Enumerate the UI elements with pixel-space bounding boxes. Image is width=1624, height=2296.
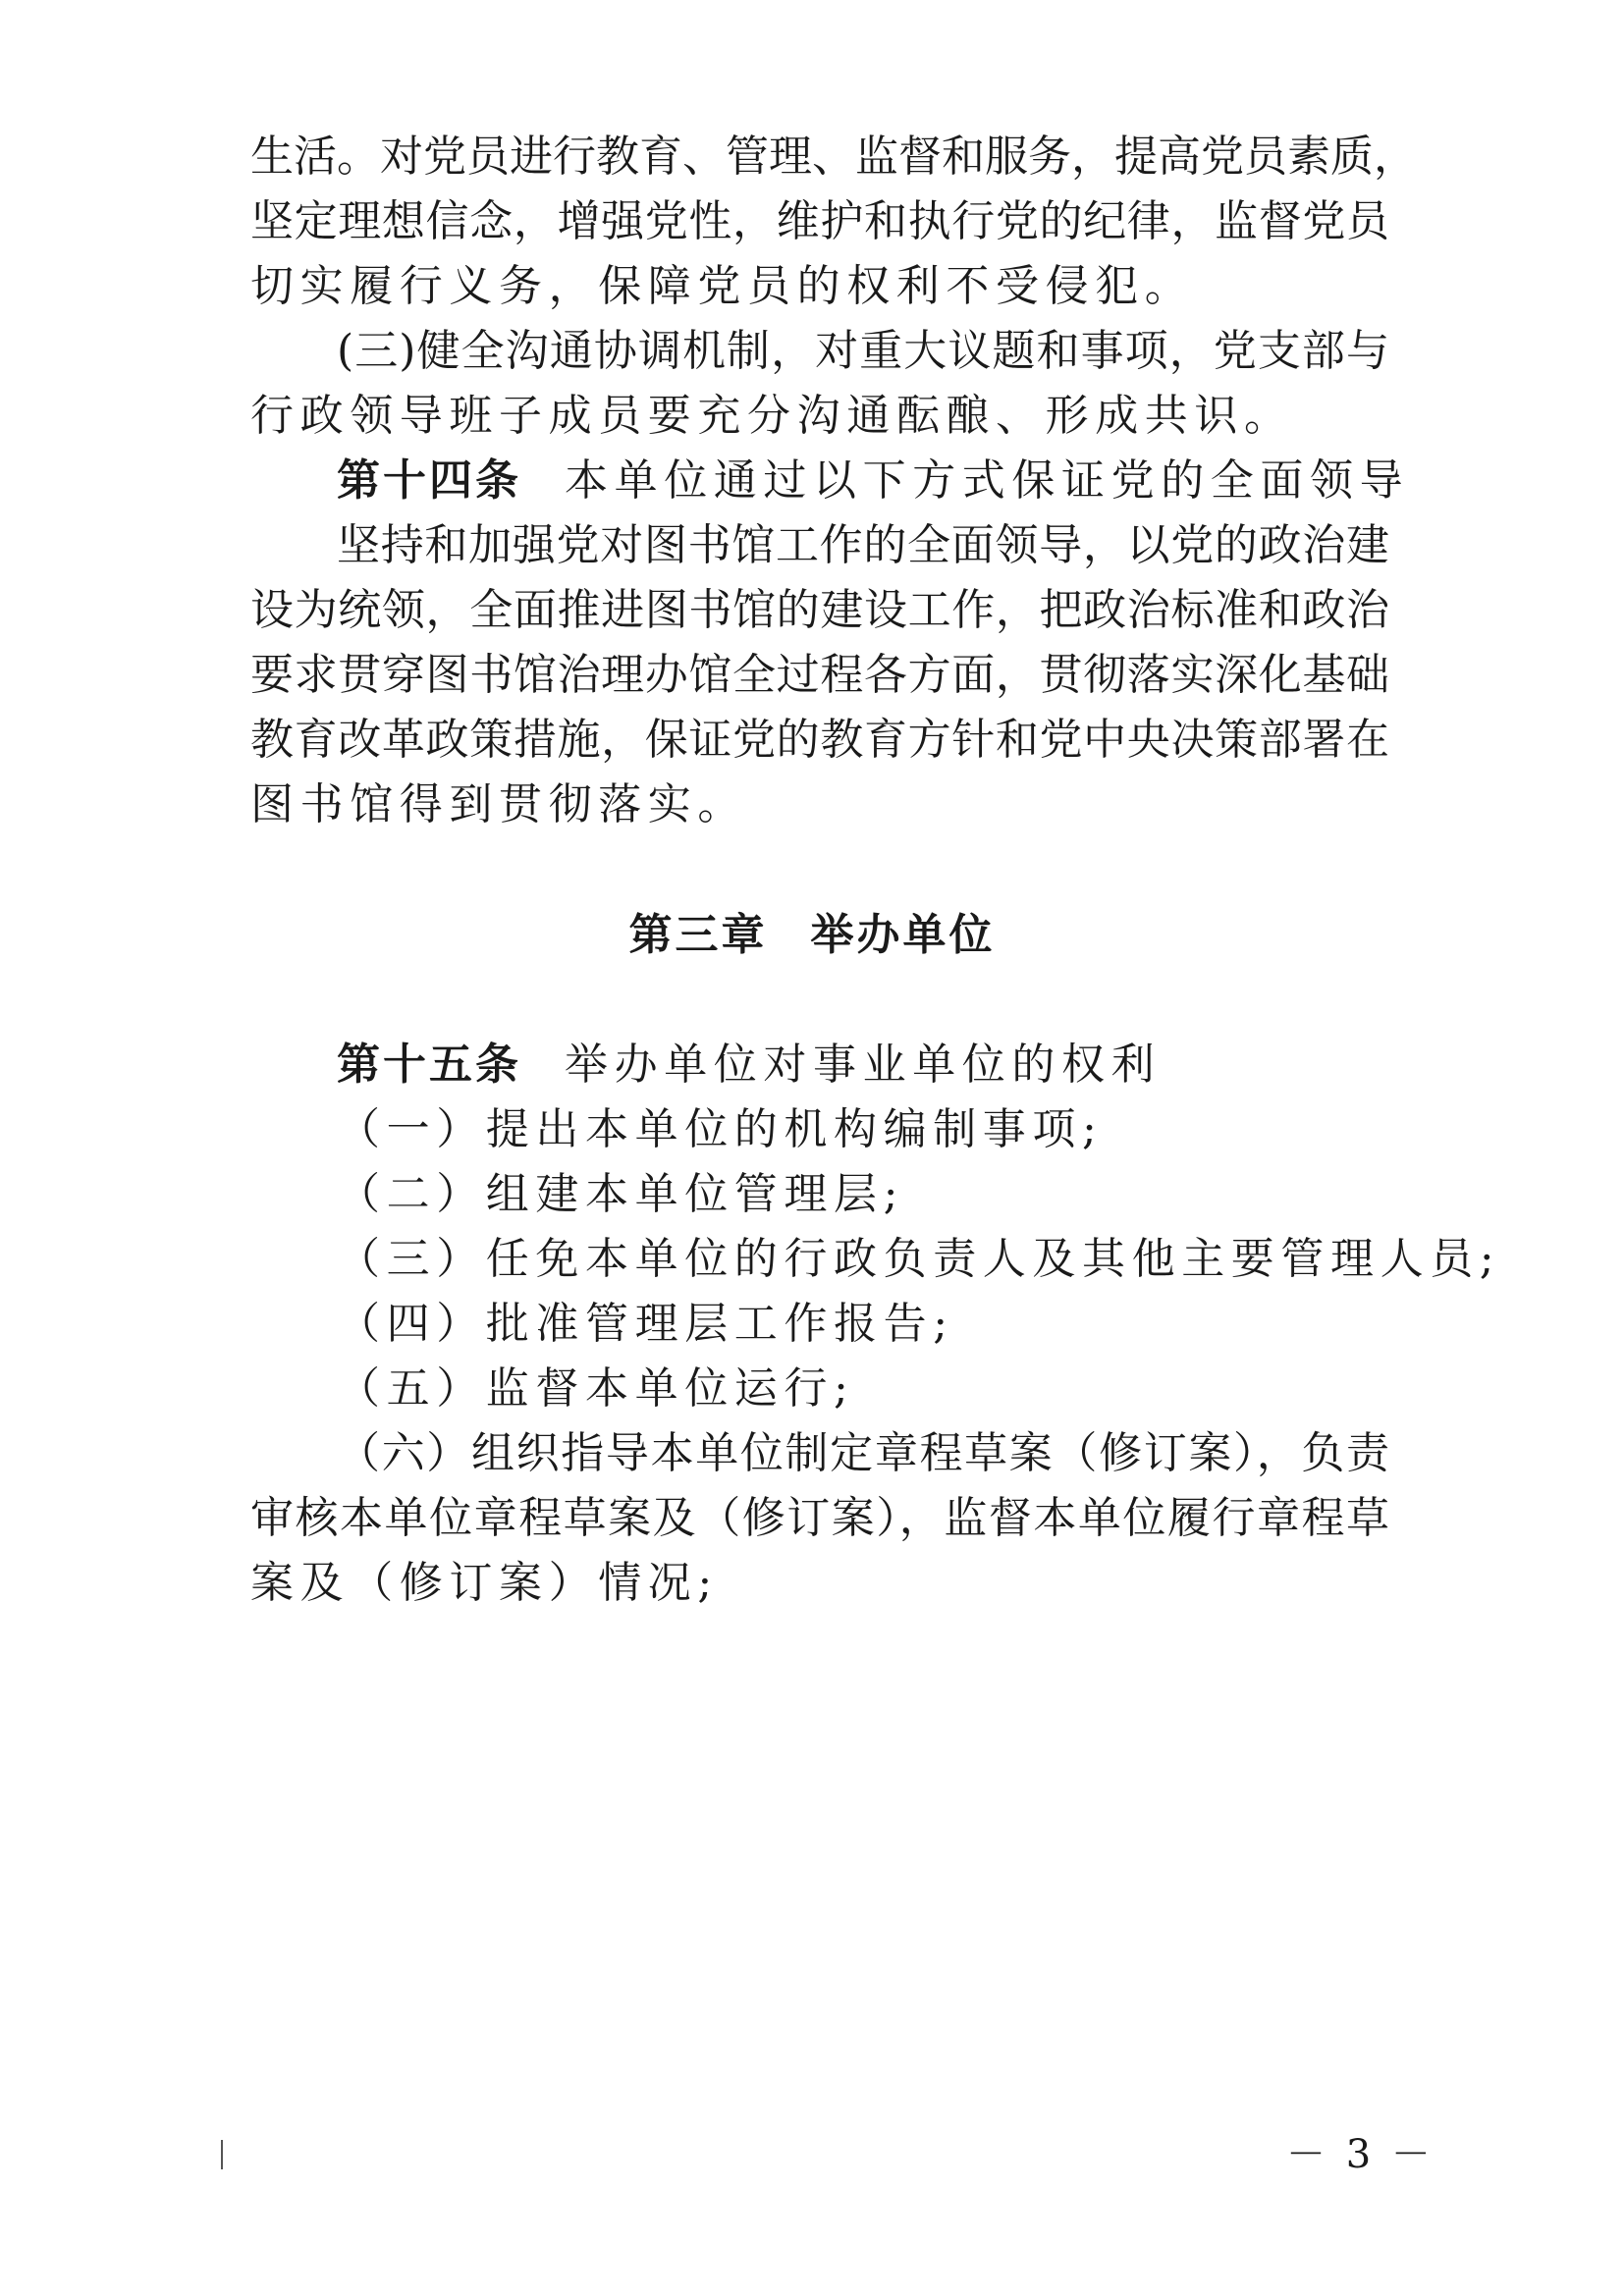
paragraph-line: 图书馆得到贯彻落实。: [250, 779, 747, 829]
paragraph-line: 坚持和加强党对图书馆工作的全面领导，以党的政治建: [337, 520, 1389, 570]
paragraph-line: 设为统领，全面推进图书馆的建设工作，把政治标准和政治: [250, 585, 1389, 635]
paragraph-line: 生活。对党员进行教育、管理、监督和服务，提高党员素质，: [250, 132, 1417, 182]
list-item: （六）组织指导本单位制定章程草案（修订案），负责: [337, 1428, 1389, 1478]
list-item: （五）监督本单位运行;: [337, 1363, 855, 1414]
article-heading: [337, 452, 1410, 510]
paragraph-line: 案及（修订案）情况;: [250, 1558, 719, 1608]
paragraph-line: 教育改革政策措施，保证党的教育方针和党中央决策部署在: [250, 715, 1389, 765]
article-label: 第十四条: [337, 455, 521, 506]
article-heading: [337, 1036, 1389, 1095]
paragraph-line: 审核本单位章程草案及（修订案），监督本单位履行章程草: [250, 1493, 1389, 1543]
paragraph-line: 要求贯穿图书馆治理办馆全过程各方面，贯彻落实深化基础: [250, 650, 1389, 700]
page-number: － 3 －: [1286, 2132, 1435, 2177]
list-item: （三）任免本单位的行政负责人及其他主要管理人员;: [337, 1234, 1501, 1284]
paragraph-line: 行政领导班子成员要充分沟通酝酿、形成共识。: [250, 391, 1294, 441]
paragraph-line: 切实履行义务，保障党员的权利不受侵犯。: [250, 261, 1195, 311]
chapter-title: 举办单位: [810, 910, 996, 960]
paragraph-line: 坚定理想信念，增强党性，维护和执行党的纪律，监督党员: [250, 196, 1389, 246]
article-title: 举办单位对事业单位的权利: [565, 1040, 1162, 1090]
list-item: （一）提出本单位的机构编制事项;: [337, 1104, 1104, 1154]
chapter-heading: [0, 906, 1624, 965]
article-title: 本单位通过以下方式保证党的全面领导: [565, 455, 1410, 506]
binding-margin-mark: [221, 2140, 223, 2169]
list-item: （四）批准管理层工作报告;: [337, 1299, 954, 1349]
chapter-number: 第三章: [628, 910, 768, 960]
list-item: （二）组建本单位管理层;: [337, 1169, 905, 1219]
article-label: 第十五条: [337, 1040, 521, 1090]
paragraph-line: (三)健全沟通协调机制，对重大议题和事项，党支部与: [337, 326, 1389, 376]
